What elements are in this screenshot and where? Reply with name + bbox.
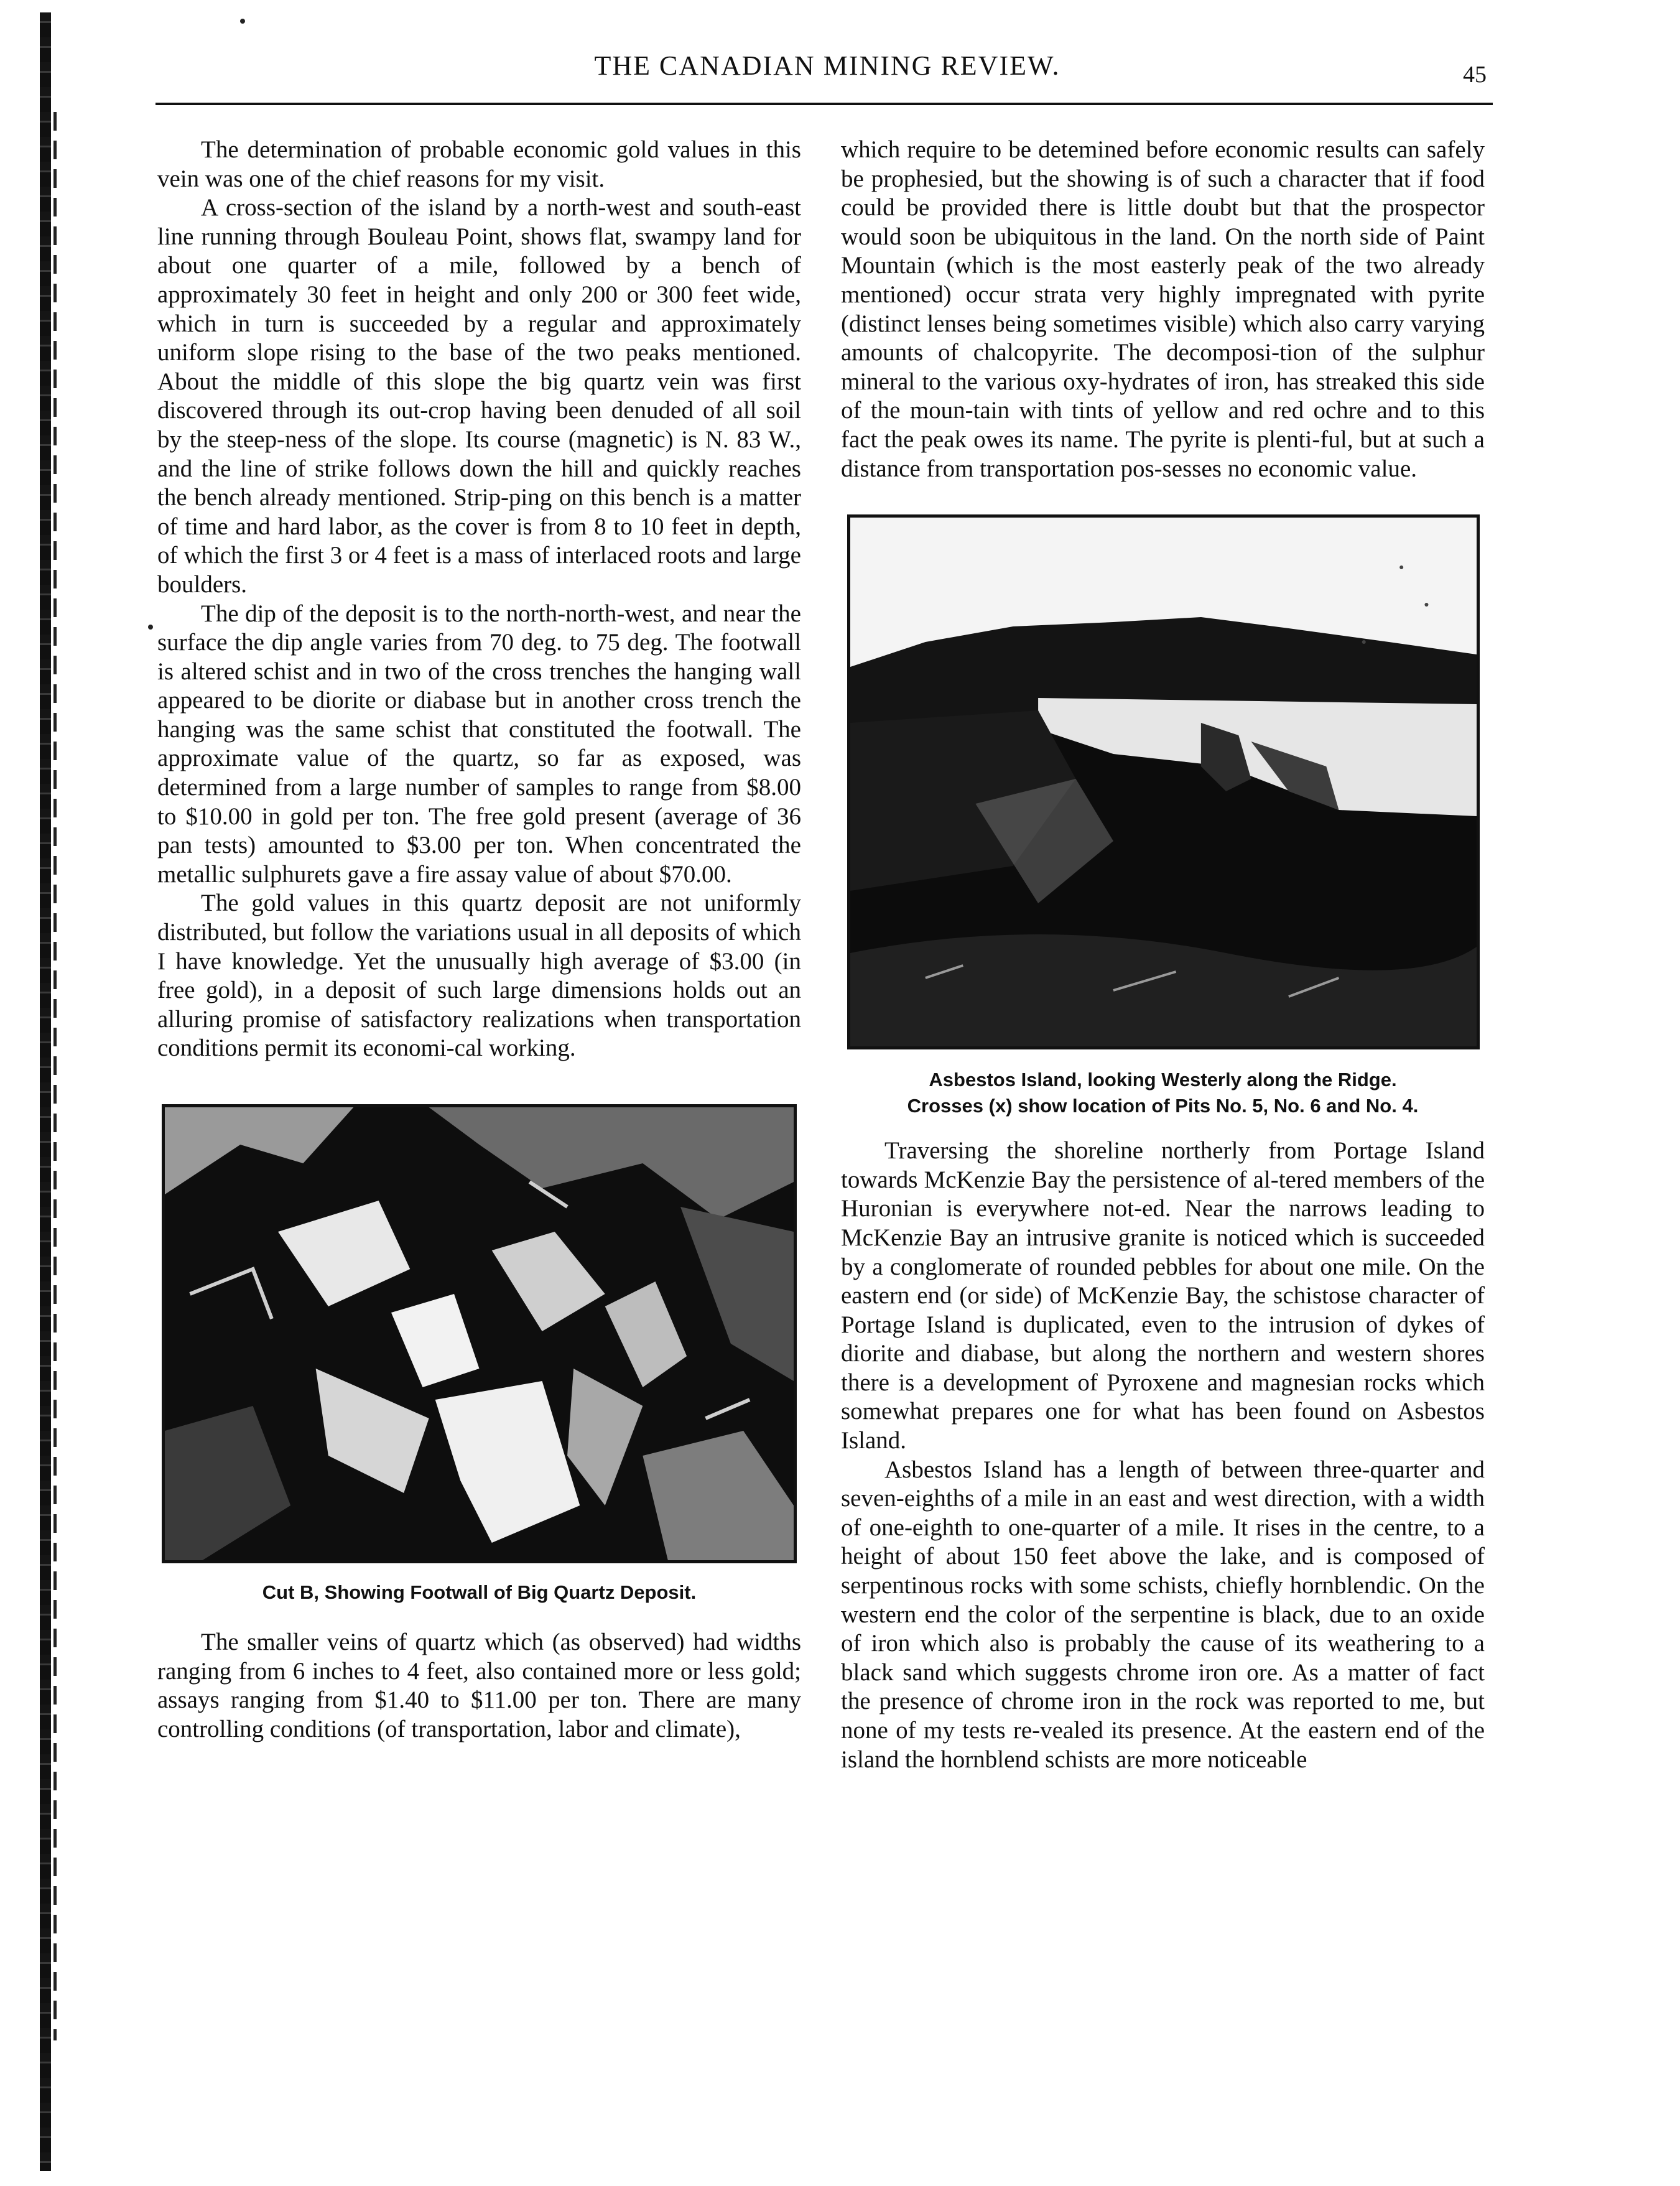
paragraph: which require to be detemined before economic results can safely be prophesied, but the showing is of such a character that if food could be provided there is little doubt but that the prospector would soon be ubiquitous in the land. On the north side of Paint Mountain (which is the most easterly peak of the two already mentioned) occur strata very highly impregnated with pyrite (distinct lenses being sometimes visible) which also carry varying amounts of chalcopyrite. The decomposi-tion of the sulphur mineral to the various oxy-hydrates of iron, has streaked this side of the moun-tain with tints of yellow and red ochre and to this fact the peak owes its name. The pyrite is plenti-ful, but at such a distance from transportation pos-sesses no economic value. (841, 136, 1485, 482)
figure-cut-b (157, 1104, 801, 1606)
paragraph: Traversing the shoreline northerly from Portage Island towards McKenzie Bay the persistence of al-tered members of the Huronian is everywhere not-ed. Near the narrows leading to McKenzie Bay an intrusive granite is noticed which is succeeded by a conglomerate of rounded pebbles for about one mile. On the eastern end (or side) of McKenzie Bay, the schistose character of Portage Island is duplicated, even to the intrusion of dykes of diorite and diabase, but along the northern and western shores there is a development of Pyroxene and magnesian rocks which somewhat prepares one for what has been found on Asbestos Island. (841, 1137, 1485, 1454)
figure-caption: Cut B, Showing Footwall of Big Quartz Deposit. (262, 1581, 697, 1603)
figure-caption-line-1: Asbestos Island, looking Westerly along the Ridge. (929, 1069, 1397, 1091)
landscape-image (850, 518, 1477, 1046)
header-rule (155, 103, 1493, 105)
right-column (841, 136, 1485, 1774)
binding-edge (40, 12, 51, 2171)
figure-asbestos-island (841, 514, 1485, 1119)
photo-asbestos-island (847, 514, 1480, 1049)
photo-quartz-footwall (162, 1104, 797, 1563)
binding-shadow (53, 112, 57, 2040)
left-column (157, 136, 801, 1744)
paragraph: The determination of probable economic gold values in this vein was one of the chief reasons for my visit. (157, 136, 801, 192)
paragraph: Asbestos Island has a length of between three-quarter and seven-eighths of a mile in an east and west direction, with a width of one-eighth to one-quarter of a mile. It rises in the centre, to a height of about 150 feet above the lake, and is composed of serpentinous rocks with some schists, chiefly hornblendic. On the western end the color of the serpentine is black, due to an oxide of iron which also is probably the cause of its weathering to a black sand which suggests chrome iron ore. As a matter of fact the presence of chrome iron in the rock was reported to me, but none of my tests re-vealed its presence. At the eastern end of the island the hornblend schists are more noticeable (841, 1456, 1485, 1773)
paragraph: The smaller veins of quartz which (as observed) had widths ranging from 6 inches to 4 feet, also contained more or less gold; assays ranging from $1.40 to $11.00 per ton. There are many controlling conditions (of transportation, labor and climate), (157, 1629, 801, 1742)
page-number: 45 (1463, 62, 1487, 88)
rock-texture-image (165, 1107, 794, 1560)
figure-caption-line-2: Crosses (x) show location of Pits No. 5, No. 6 and No. 4. (907, 1095, 1419, 1117)
paragraph: The dip of the deposit is to the north-north-west, and near the surface the dip angle varies from 70 deg. to 75 deg. The footwall is altered schist and in two of the cross trenches the hanging wall appeared to be diorite or diabase but in another cross trench the hanging was the same schist that constituted the footwall. The approximate value of the quartz, so far as exposed, was determined from a large number of samples to range from $8.00 to $10.00 in gold per ton. The free gold present (average of 36 pan tests) amounted to $3.00 per ton. When concentrated the metallic sulphurets gave a fire assay value of about $70.00. (157, 600, 801, 888)
running-head: THE CANADIAN MINING REVIEW. (594, 50, 1060, 81)
paragraph: A cross-section of the island by a north-west and south-east line running through Bouleau Point, shows flat, swampy land for about one quarter of a mile, followed by a bench of approximately 30 feet in height and only 200 or 300 feet wide, which in turn is succeeded by a regular and approximately uniform slope rising to the base of the two peaks mentioned. About the middle of this slope the big quartz vein was first discovered through its out-crop having been denuded of all soil by the steep-ness of the slope. Its course (magnetic) is N. 83 W., and the line of strike follows down the hill and quickly reaches the bench already mentioned. Strip-ping on this bench is a matter of time and hard labor, as the cover is from 8 to 10 feet in depth, of which the first 3 or 4 feet is a mass of interlaced roots and large boulders. (157, 194, 801, 598)
speck-mark (148, 625, 153, 630)
paragraph: The gold values in this quartz deposit are not uniformly distributed, but follow the variations usual in all deposits of which I have knowledge. Yet the unusually high average of $3.00 (in free gold), in a deposit of such large dimensions holds out an alluring promise of satisfactory realizations when transportation conditions permit its economi-cal working. (157, 890, 801, 1062)
speck-mark (240, 19, 245, 24)
